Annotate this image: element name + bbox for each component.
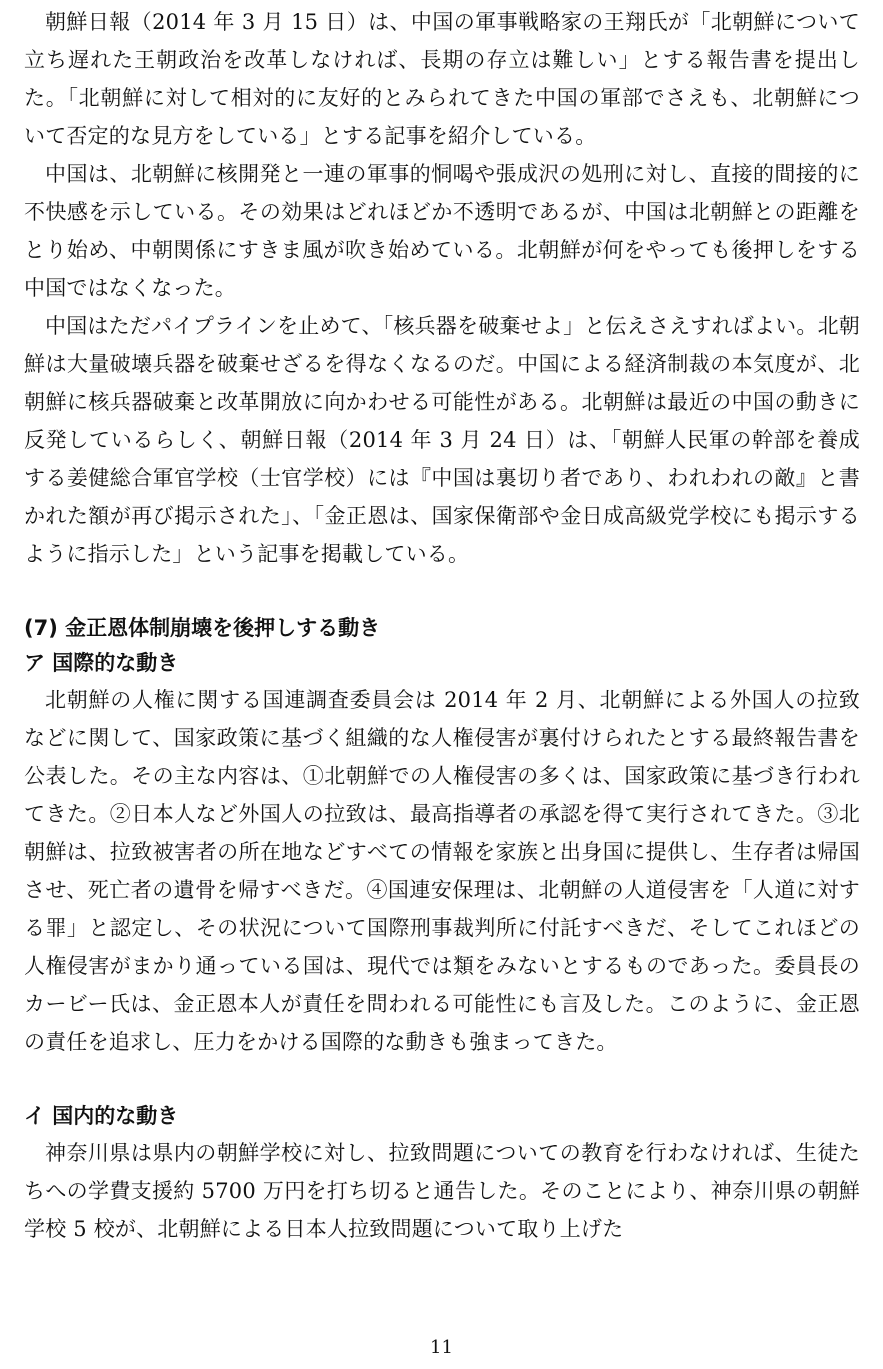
subsection-heading-international: ア 国際的な動き [24,651,179,675]
subsection-heading-domestic: イ 国内的な動き [24,1104,179,1128]
document-page [24,3,860,1248]
page-number: 11 [430,1337,453,1358]
paragraph-kanagawa: 神奈川県は県内の朝鮮学校に対し、拉致問題についての教育を行わなければ、生徒たちへの学費支援約 5700 万円を打ち切ると通告した。そのことにより、神奈川県の朝鮮学校 5 校が、北朝鮮による日本人拉致問題について取り上げた [24,1141,860,1241]
paragraph-chosun-report: 朝鮮日報（2014 年 3 月 15 日）は、中国の軍事戦略家の王翔氏が「北朝鮮について立ち遅れた王朝政治を改革しなければ、長期の存立は難しい」とする報告書を提出した。「北朝鮮に対して相対的に友好的とみられてきた中国の軍部でさえも、北朝鮮について否定的な見方をしている」とする記事を紹介している。 [24,10,860,148]
section-spacer [24,1061,860,1099]
paragraph-china-pipeline: 中国はただパイプラインを止めて、「核兵器を破棄せよ」と伝えさえすればよい。北朝鮮は大量破壊兵器を破棄せざるを得なくなるのだ。中国による経済制裁の本気度が、北朝鮮に核兵器破棄と改革開放に向かわせる可能性がある。北朝鮮は最近の中国の動きに反発しているらしく、朝鮮日報（2014 年 3 月 24 日）は、「朝鮮人民軍の幹部を養成する姜健総合軍官学校（士官学校）には『中国は裏切り者であり、われわれの敵』と書かれた額が再び掲示された」、「金正恩は、国家保衛部や金日成高級党学校にも掲示するように指示した」という記事を掲載している。 [24,314,860,566]
paragraph-china-displeasure: 中国は、北朝鮮に核開発と一連の軍事的恫喝や張成沢の処刑に対し、直接的間接的に不快感を示している。その効果はどれほどか不透明であるが、中国は北朝鮮との距離をとり始め、中朝関係にすきま風が吹き始めている。北朝鮮が何をやっても後押しをする中国ではなくなった。 [24,162,860,300]
section-spacer [24,573,860,611]
paragraph-un-commission: 北朝鮮の人権に関する国連調査委員会は 2014 年 2 月、北朝鮮による外国人の拉致などに関して、国家政策に基づく組織的な人権侵害が裏付けられたとする最終報告書を公表した。その主な内容は、①北朝鮮での人権侵害の多くは、国家政策に基づき行われてきた。②日本人など外国人の拉致は、最高指導者の承認を得て実行されてきた。③北朝鮮は、拉致被害者の所在地などすべての情報を家族と出身国に提供し、生存者は帰国させ、死亡者の遺骨を帰すべきだ。④国連安保理は、北朝鮮の人道侵害を「人道に対する罪」と認定し、その状況について国際刑事裁判所に付託すべきだ、そしてこれほどの人権侵害がまかり通っている国は、現代では類をみないとするものであった。委員長のカービー氏は、金正恩本人が責任を問われる可能性にも言及した。このように、金正恩の責任を追求し、圧力をかける国際的な動きも強まってきた。 [24,688,860,1054]
section-heading: (7) 金正恩体制崩壊を後押しする動き [24,616,381,640]
